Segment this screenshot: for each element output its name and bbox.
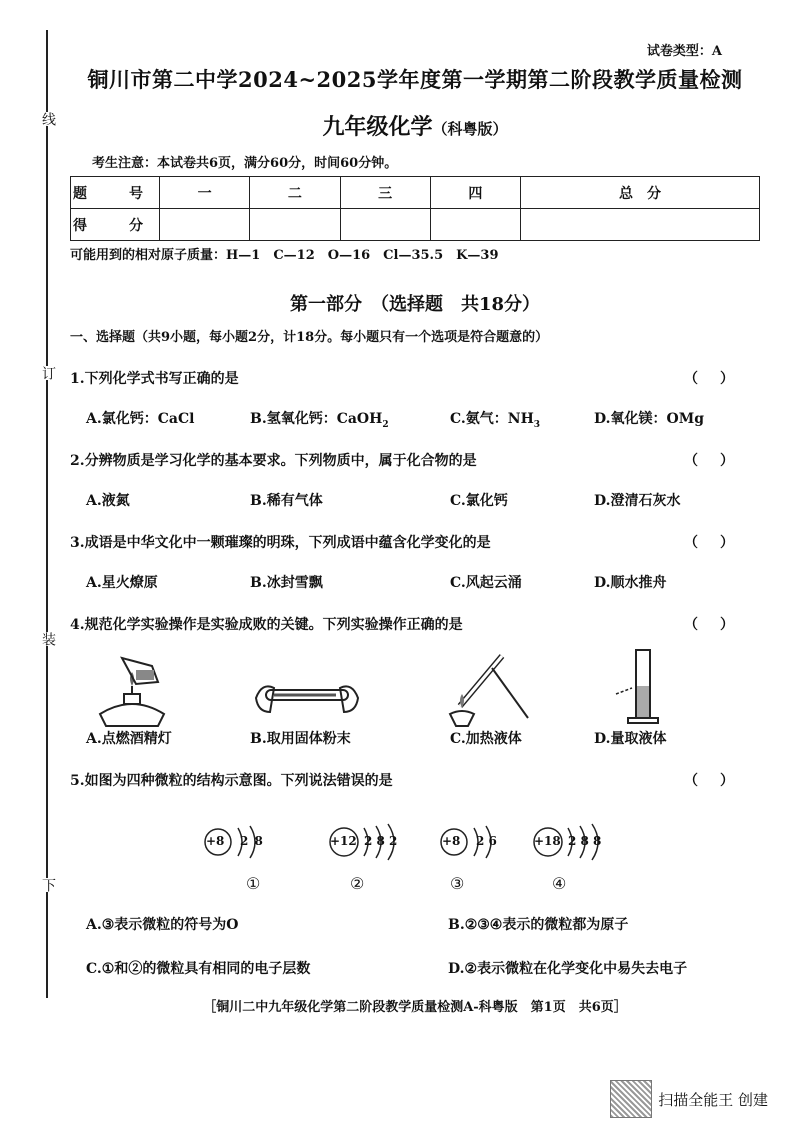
- q5-option-c[interactable]: C.①和②的微粒具有相同的电子层数: [86, 961, 311, 977]
- score-input-cell[interactable]: [160, 209, 250, 241]
- atom-nucleus: +8: [442, 834, 461, 848]
- atom-diagram-1: [200, 822, 290, 902]
- score-cell: 总 分: [521, 177, 760, 209]
- q2-option-d[interactable]: D.澄清石灰水: [594, 493, 681, 509]
- answer-bracket[interactable]: （ ）: [684, 773, 738, 789]
- q3-option-b[interactable]: B.冰封雪飘: [250, 575, 323, 591]
- score-table-header-row: [71, 177, 760, 209]
- answer-bracket[interactable]: （ ）: [684, 617, 738, 633]
- score-input-cell[interactable]: [340, 209, 430, 241]
- q4-option-d[interactable]: D.量取液体: [594, 731, 667, 747]
- q1-option-b[interactable]: [250, 408, 389, 430]
- score-cell: 一: [160, 177, 250, 209]
- subject-edition: （科粤版）: [432, 120, 508, 138]
- score-cell: 题 号: [71, 177, 160, 209]
- alcohol-lamp-lighting-figure: [92, 648, 172, 728]
- q4-option-b[interactable]: B.取用固体粉末: [250, 731, 351, 747]
- atom-nucleus: +18: [534, 834, 561, 848]
- qr-code-icon: [610, 1080, 652, 1118]
- q5-option-b[interactable]: B.②③④表示的微粒都为原子: [448, 917, 629, 933]
- answer-bracket[interactable]: （ ）: [684, 535, 738, 551]
- q3-option-a[interactable]: A.星火燎原: [86, 575, 158, 591]
- score-input-cell[interactable]: [521, 209, 760, 241]
- q1-option-d[interactable]: D.氧化镁：OMg: [594, 411, 704, 427]
- question-3-stem: 3.成语是中华文化中一颗璀璨的明珠，下列成语中蕴含化学变化的是: [70, 535, 491, 551]
- subject-title: [70, 110, 760, 141]
- atom-number: ④: [552, 874, 567, 893]
- q4-option-c[interactable]: C.加热液体: [450, 731, 522, 747]
- question-2-stem: 2.分辨物质是学习化学的基本要求。下列物质中，属于化合物的是: [70, 453, 477, 469]
- answer-bracket[interactable]: （ ）: [684, 371, 738, 387]
- question-4-stem: 4.规范化学实验操作是实验成败的关键。下列实验操作正确的是: [70, 617, 463, 633]
- part-title: 第一部分 （选择题 共18分）: [289, 294, 541, 315]
- subject-main: 九年级化学: [322, 114, 433, 140]
- school-title: 铜川市第二中学2024~2025学年度第一学期第二阶段教学质量检测: [87, 67, 743, 92]
- binding-char-xia: 下: [36, 878, 58, 892]
- page-footer: ［铜川二中九年级化学第二阶段教学质量检测A-科粤版 第1页 共6页］: [203, 1000, 627, 1015]
- score-cell: 得 分: [71, 209, 160, 241]
- atom-number: ②: [350, 874, 365, 893]
- answer-bracket[interactable]: （ ）: [684, 453, 738, 469]
- score-table: [70, 176, 760, 241]
- atom-shells: 2 8 8: [568, 834, 602, 848]
- binding-char-zhuang: 装: [36, 632, 58, 646]
- binding-char-ding: 订: [36, 366, 58, 380]
- q2-option-c[interactable]: C.氯化钙: [450, 493, 508, 509]
- q1-option-c-text: C.氨气：NH: [450, 411, 534, 427]
- q1-option-b-text: B.氢氧化钙：CaOH: [250, 411, 383, 427]
- heating-liquid-figure: [446, 648, 532, 728]
- atom-number: ①: [246, 874, 261, 893]
- q5-option-a[interactable]: A.③表示微粒的符号为O: [86, 917, 239, 933]
- q3-option-d[interactable]: D.顺水推舟: [594, 575, 667, 591]
- atom-diagram-3: [436, 822, 526, 902]
- binding-line: [46, 30, 48, 998]
- atom-nucleus: +8: [206, 834, 225, 848]
- q3-option-c[interactable]: C.风起云涌: [450, 575, 522, 591]
- paper-type: 试卷类型：A: [646, 44, 722, 59]
- section-intro: 一、选择题（共9小题，每小题2分，计18分。每小题只有一个选项是符合题意的）: [70, 330, 549, 345]
- q1-option-b-sub: 2: [382, 419, 389, 430]
- binding-char-xian: 线: [36, 112, 58, 126]
- score-table-score-row: [71, 209, 760, 241]
- atom-shells: 2 6: [476, 834, 497, 848]
- atom-number: ③: [450, 874, 465, 893]
- exam-notice: 考生注意：本试卷共6页，满分60分，时间60分钟。: [92, 156, 398, 171]
- q1-option-a[interactable]: A.氯化钙：CaCl: [86, 411, 195, 427]
- q1-option-c[interactable]: [450, 408, 540, 430]
- scanner-watermark: [610, 1080, 768, 1118]
- score-cell: 三: [340, 177, 430, 209]
- q2-option-b[interactable]: B.稀有气体: [250, 493, 323, 509]
- score-cell: 四: [430, 177, 520, 209]
- atom-nucleus: +12: [330, 834, 357, 848]
- score-input-cell[interactable]: [430, 209, 520, 241]
- question-5-stem: 5.如图为四种微粒的结构示意图。下列说法错误的是: [70, 773, 393, 789]
- q5-option-d[interactable]: D.②表示微粒在化学变化中易失去电子: [448, 961, 688, 977]
- score-cell: 二: [250, 177, 340, 209]
- q4-option-a[interactable]: A.点燃酒精灯: [86, 731, 172, 747]
- atom-shells: 2 8: [240, 834, 263, 848]
- measuring-cylinder-figure: [614, 646, 668, 726]
- score-input-cell[interactable]: [250, 209, 340, 241]
- atom-shells: 2 8 2: [364, 834, 398, 848]
- atom-diagram-4: [530, 822, 640, 902]
- atom-diagram-2: [326, 822, 426, 902]
- q1-option-c-sub: 3: [533, 419, 541, 430]
- q2-option-a[interactable]: A.液氮: [86, 493, 130, 509]
- powder-tube-figure: [252, 672, 362, 728]
- scanner-text: 扫描全能王 创建: [658, 1090, 768, 1109]
- question-1-stem: 1.下列化学式书写正确的是: [70, 371, 239, 387]
- atomic-masses: 可能用到的相对原子质量：H—1 C—12 O—16 Cl—35.5 K—39: [70, 248, 499, 263]
